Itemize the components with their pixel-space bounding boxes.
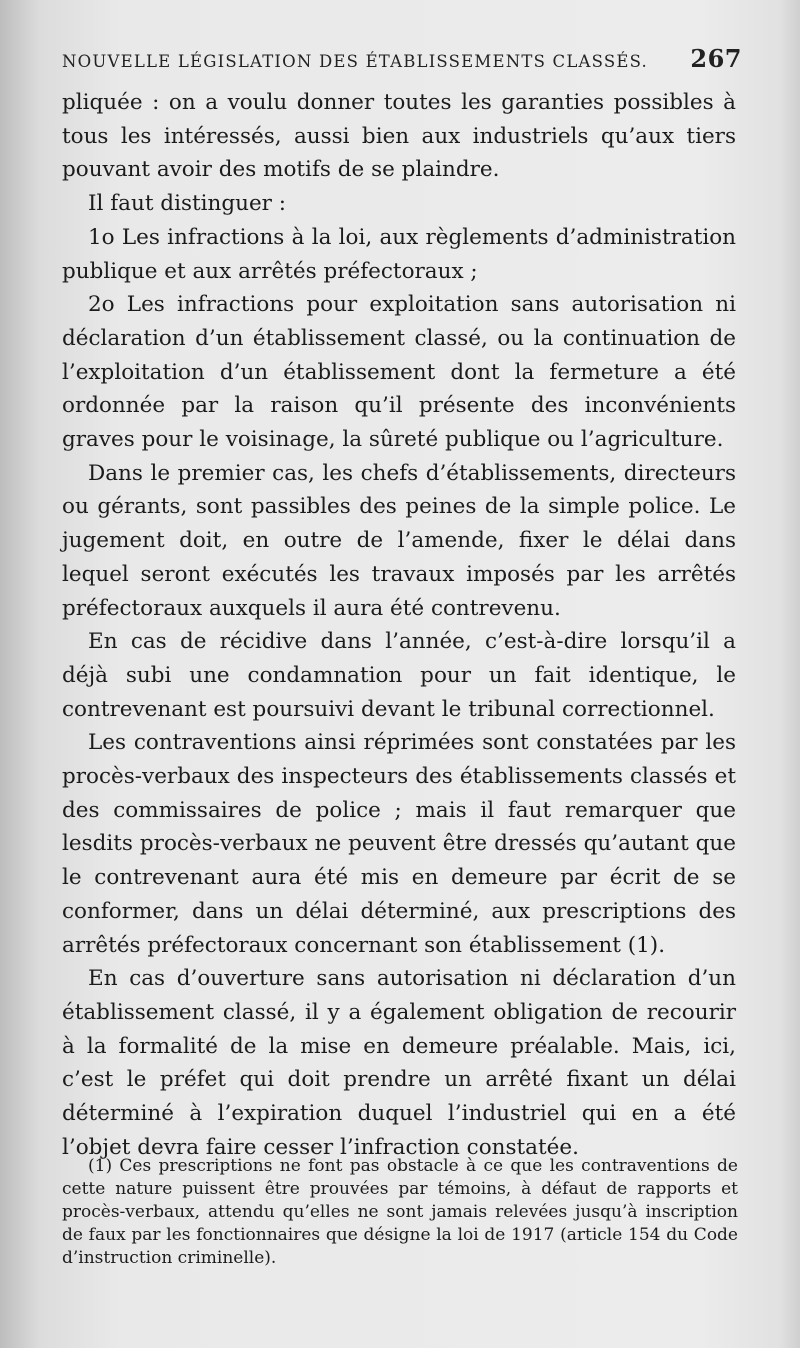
running-title: NOUVELLE LÉGISLATION DES ÉTABLISSEMENTS CLASSÉS.: [62, 52, 648, 71]
footnote: (1) Ces prescriptions ne font pas obstacle à ce que les contraventions de cette nature puissent être prouvées par témoins, à défaut de rapports et procès-verbaux, attendu qu’elles ne sont jamais relevées jusqu’à inscription de faux par les fonctionnaires que désigne la loi de 1917 (article 154 du Code d’instruction criminelle).: [62, 1156, 738, 1268]
page-header: [62, 44, 742, 73]
paragraph-intro: Il faut distinguer :: [88, 191, 287, 217]
paragraph-continuation: pliquée : on a voulu donner toutes les garanties possibles à tous les intéressés, aussi bien aux industriels qu’aux tiers pouvant avoir des motifs de se plaindre.: [62, 90, 736, 183]
body-text: [62, 86, 736, 1165]
paragraph-first-case: Dans le premier cas, les chefs d’établissements, directeurs ou gérants, sont passibles des peines de la simple police. Le jugement doit, en outre de l’amende, fixer le délai dans lequel seront exécutés les travaux imposés par les arrêtés préfectoraux auxquels il aura été contrevenu.: [62, 460, 736, 621]
page-number: 267: [690, 44, 742, 73]
paragraph-recidive: En cas de récidive dans l’année, c’est-à-dire lorsqu’il a déjà subi une condamnation pour un fait identique, le contrevenant est poursuivi devant le tribunal correctionnel.: [62, 629, 736, 722]
paragraph-contraventions: Les contraventions ainsi réprimées sont constatées par les procès-verbaux des inspecteurs des établissements classés et des commissaires de police ; mais il faut remarquer que lesdits procès-verbaux ne peuvent être dressés qu’autant que le contrevenant aura été mis en demeure par écrit de se conformer, dans un délai déterminé, aux prescriptions des arrêtés préfectoraux concernant son établissement (1).: [62, 730, 736, 958]
paragraph-item-2: 2o Les infractions pour exploitation sans autorisation ni déclaration d’un établissement classé, ou la continuation de l’exploitation d’un établissement dont la fermeture a été ordonnée par la raison qu’il présente des inconvénients graves pour le voisinage, la sûreté publique ou l’agriculture.: [62, 292, 736, 453]
paragraph-ouverture: En cas d’ouverture sans autorisation ni déclaration d’un établissement classé, il y a également obligation de recourir à la formalité de la mise en demeure préalable. Mais, ici, c’est le préfet qui doit prendre un arrêté fixant un délai déterminé à l’expiration duquel l’industriel qui en a été l’objet devra faire cesser l’infraction constatée.: [62, 966, 736, 1160]
paragraph-item-1: 1o Les infractions à la loi, aux règlements d’administration publique et aux arrêtés préfectoraux ;: [62, 224, 736, 284]
